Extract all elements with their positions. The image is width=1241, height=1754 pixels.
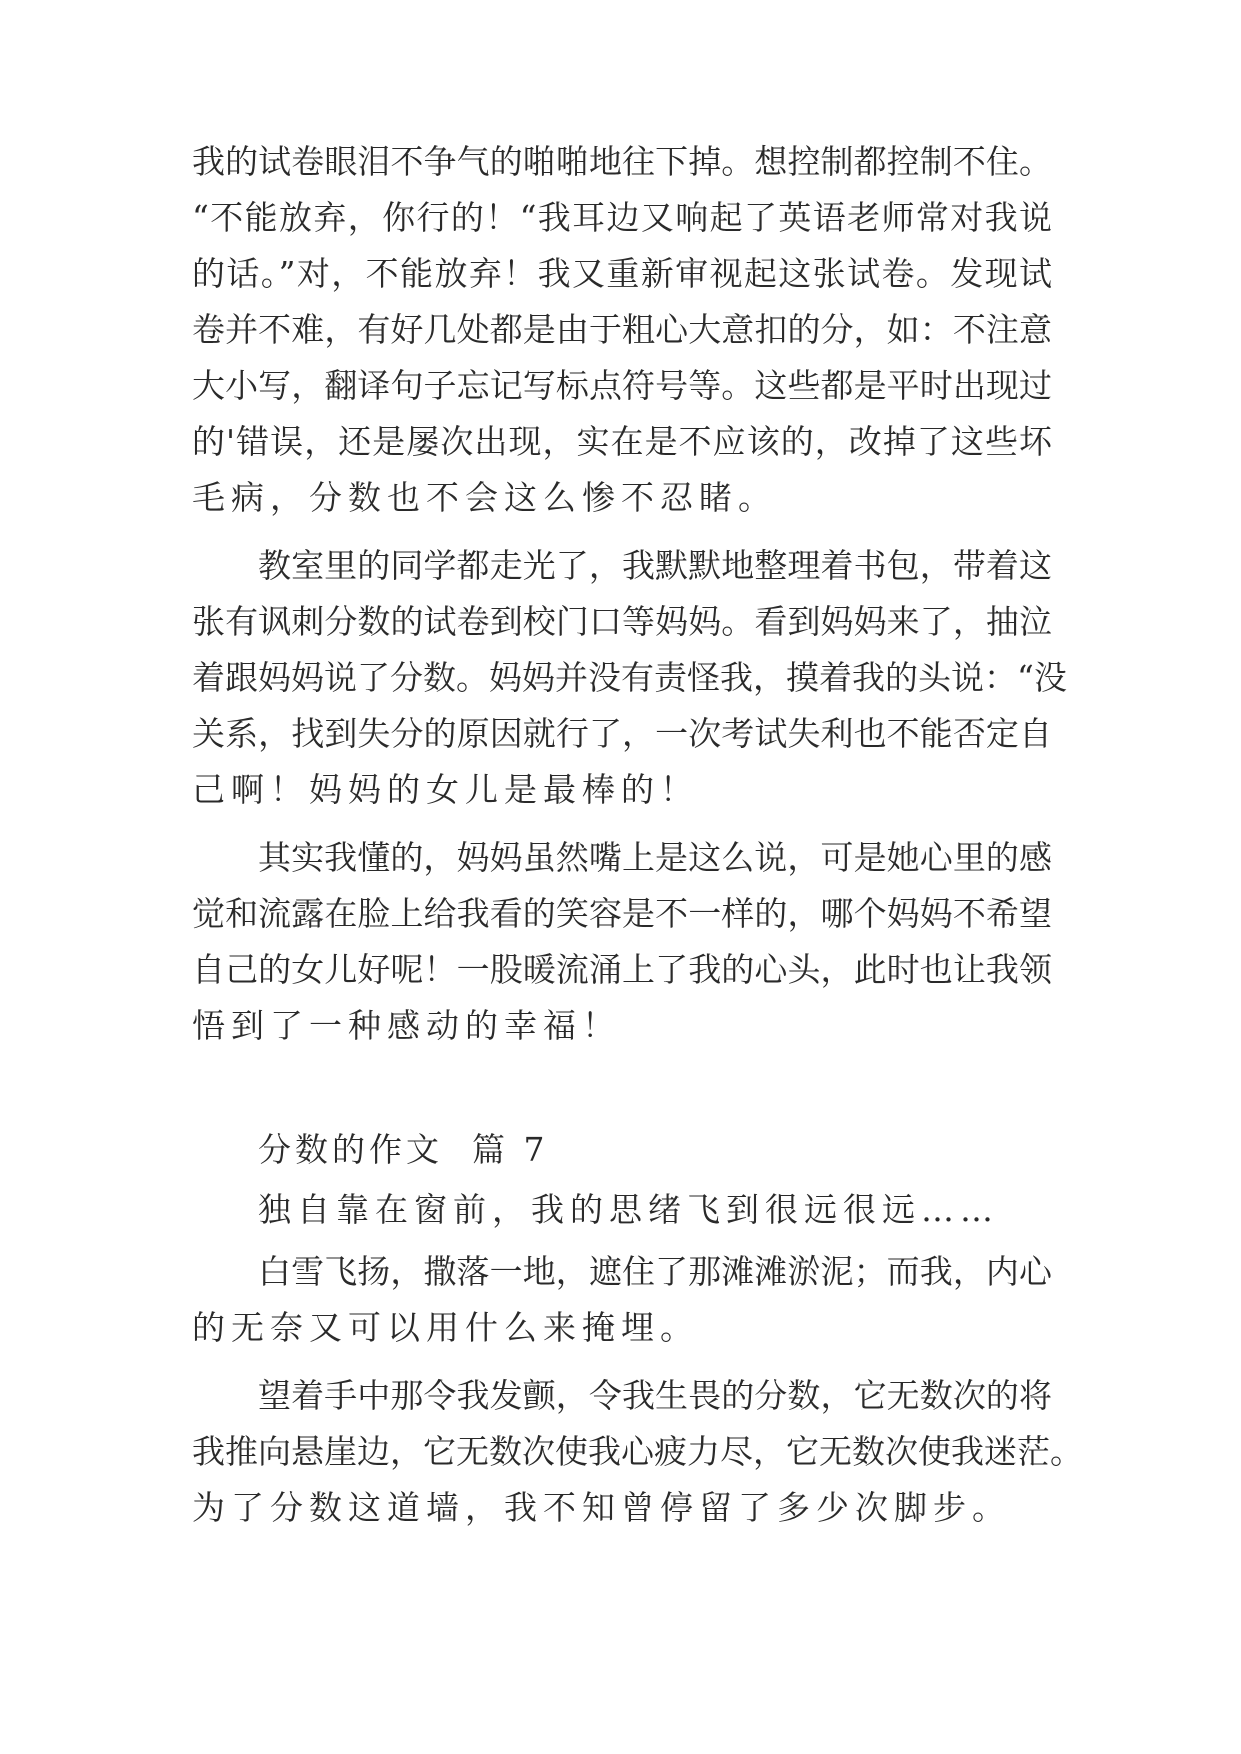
- paragraph-line: 的'错误，还是屡次出现，实在是不应该的，改掉了这些坏: [192, 422, 1052, 461]
- paragraph-line: 觉和流露在脸上给我看的笑容是不一样的，哪个妈妈不希望: [192, 894, 1052, 933]
- paragraph-line: 我的试卷眼泪不争气的啪啪地往下掉。想控制都控制不住。: [192, 142, 1052, 181]
- paragraph-line: 望着手中那令我发颤，令我生畏的分数，它无数次的将: [258, 1376, 1052, 1415]
- paragraph-line: 我推向悬崖边，它无数次使我心疲力尽，它无数次使我迷茫。: [192, 1432, 1083, 1471]
- paragraph-line: 己啊！妈妈的女儿是最棒的！: [192, 770, 699, 809]
- paragraph-line: “不能放弃，你行的！“我耳边又响起了英语老师常对我说: [192, 198, 1052, 237]
- paragraph-line: 为了分数这道墙，我不知曾停留了多少次脚步。: [192, 1488, 1011, 1527]
- paragraph-line: 张有讽刺分数的试卷到校门口等妈妈。看到妈妈来了，抽泣: [192, 602, 1052, 641]
- paragraph-line: 毛病，分数也不会这么惨不忍睹。: [192, 478, 777, 517]
- section-heading: 分数的作文 篇 7: [258, 1130, 549, 1169]
- paragraph-line: 的话。”对，不能放弃！我又重新审视起这张试卷。发现试: [192, 254, 1052, 293]
- paragraph-line: 的无奈又可以用什么来掩埋。: [192, 1308, 699, 1347]
- paragraph-line: 大小写，翻译句子忘记写标点符号等。这些都是平时出现过: [192, 366, 1052, 405]
- paragraph-line: 悟到了一种感动的幸福！: [192, 1006, 621, 1045]
- paragraph-line: 其实我懂的，妈妈虽然嘴上是这么说，可是她心里的感: [258, 838, 1052, 877]
- paragraph-line: 白雪飞扬，撒落一地，遮住了那滩滩淤泥；而我，内心: [258, 1252, 1052, 1291]
- paragraph-line: 着跟妈妈说了分数。妈妈并没有责怪我，摸着我的头说：“没: [192, 658, 1067, 697]
- paragraph-line: 教室里的同学都走光了，我默默地整理着书包，带着这: [258, 546, 1052, 585]
- paragraph-line: 关系，找到失分的原因就行了，一次考试失利也不能否定自: [192, 714, 1052, 753]
- paragraph-line: 卷并不难，有好几处都是由于粗心大意扣的分，如：不注意: [192, 310, 1052, 349]
- paragraph-line: 自己的女儿好呢！一股暖流涌上了我的心头，此时也让我领: [192, 950, 1052, 989]
- paragraph-line: 独自靠在窗前，我的思绪飞到很远很远……: [258, 1190, 999, 1229]
